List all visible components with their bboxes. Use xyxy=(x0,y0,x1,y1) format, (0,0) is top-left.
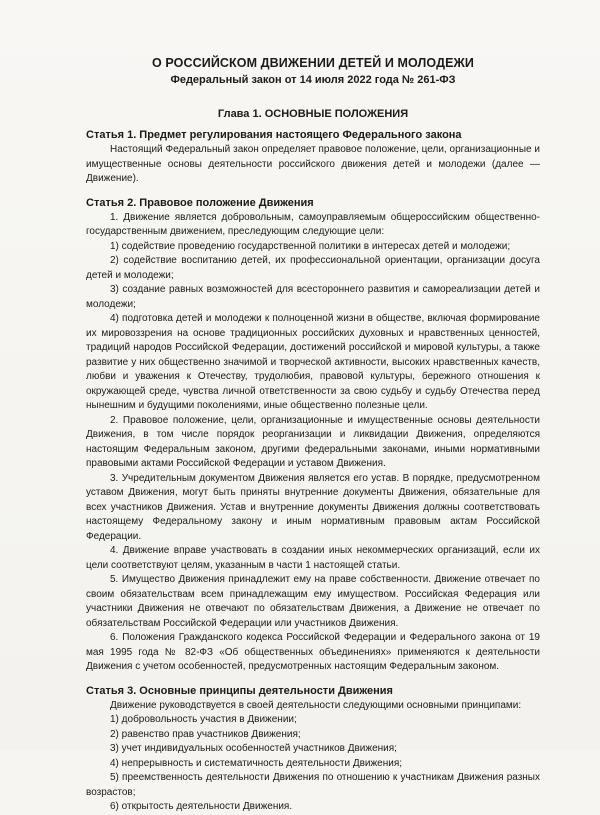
article-3-item: 1) добровольность участия в Движении; xyxy=(110,714,297,725)
article-3-title: Статья 3. Основные принципы деятельности Движения xyxy=(86,684,393,697)
article-2-paragraph: 5. Имущество Движения принадлежит ему на праве собственности. Движение отвечает по своим обязательствам всем принадлежащим ему имуществом. Российская Федерация или участники Движения не отвечают по обязательствам Движения, а Движение не отвечает по обязательствам Российской Федерации или участников Движения. xyxy=(86,574,540,629)
article-2-paragraph: 4. Движение вправе участвовать в создании иных некоммерческих организаций, если их цели соответствуют целям, указанным в части 1 настоящей статьи. xyxy=(86,545,540,571)
article-2-item: 4) подготовка детей и молодежи к полноценной жизни в обществе, включая формирование их мировоззрения на основе традиционных российских духовных и нравственных ценностей, традиций народов Российской Федерации, достижений российской и мировой культуры, а также развитие у них общественно значимой и творческой активности, высоких нравственных качеств, любви и уважения к Отечеству, трудолюбия, правовой культуры, бережного отношения к окружающей среде, чувства личной ответственности за свою судьбу и судьбу Отечества перед нынешним и будущими поколениями, иные общественно полезные цели. xyxy=(86,313,540,411)
article-3-item: 4) непрерывность и систематичность деятельности Движения; xyxy=(110,757,403,769)
article-2-title: Статья 2. Правовое положение Движения xyxy=(86,196,314,209)
article-3-item: 5) преемственность деятельности Движения по отношению к участникам Движения разных возрастов; xyxy=(86,772,540,798)
article-1-paragraph: Настоящий Федеральный закон определяет правовое положение, цели, организационные и имущественные основы деятельности российского движения детей и молодежи (далее — Движение). xyxy=(86,144,540,184)
article-2-item: 2) содействие воспитанию детей, их профессиональной ориентации, организации досуга детей и молодежи; xyxy=(86,255,540,281)
article-2-paragraph: 3. Учредительным документом Движения является его устав. В порядке, предусмотренном уставом Движения, могут быть приняты внутренние документы Движения, обязательные для всех участников Движения. Устав и внутренние документы Движения должны соответствовать настоящему Федеральному закону и иным нормативным правовым актам Российской Федерации. xyxy=(86,472,540,542)
article-3-item: 2) равенство прав участников Движения; xyxy=(110,728,301,740)
article-1-title: Статья 1. Предмет регулирования настоящего Федерального закона xyxy=(86,129,462,141)
article-2-item: 3) создание равных возможностей для всестороннего развития и самореализации детей и молодежи; xyxy=(86,284,540,310)
law-title: О РОССИЙСКОМ ДВИЖЕНИИ ДЕТЕЙ И МОЛОДЕЖИ xyxy=(151,56,474,70)
article-2-paragraph: 2. Правовое положение, цели, организационные и имущественные основы деятельности Движения, в том числе порядок реорганизации и ликвидации Движения, определяются настоящим Федеральным законом, другими федеральными законами, иными нормативными правовыми актами Российской Федерации и уставом Движения. xyxy=(86,414,540,469)
article-3-item: 6) открытость деятельности Движения. xyxy=(110,801,293,812)
law-subtitle: Федеральный закон от 14 июля 2022 года № 261-ФЗ xyxy=(170,74,456,86)
article-2-paragraph: 1. Движение является добровольным, самоуправляемым общероссийским общественно-государственным движением, преследующим следующие цели: xyxy=(86,211,540,237)
article-3-paragraph: Движение руководствуется в своей деятельности следующими основными принципами: xyxy=(110,699,522,711)
article-2-paragraph: 6. Положения Гражданского кодекса Российской Федерации и Федерального закона от 19 мая 1995 года № 82-ФЗ «Об общественных объединениях» применяются к деятельности Движения с учетом особенностей, предусмотренных настоящим Федеральным законом. xyxy=(86,632,540,672)
article-3-item: 3) учет индивидуальных особенностей участников Движения; xyxy=(110,743,397,754)
article-2-item: 1) содействие проведению государственной политики в интересах детей и молодежи; xyxy=(110,240,511,252)
chapter-title: Глава 1. ОСНОВНЫЕ ПОЛОЖЕНИЯ xyxy=(217,108,409,120)
